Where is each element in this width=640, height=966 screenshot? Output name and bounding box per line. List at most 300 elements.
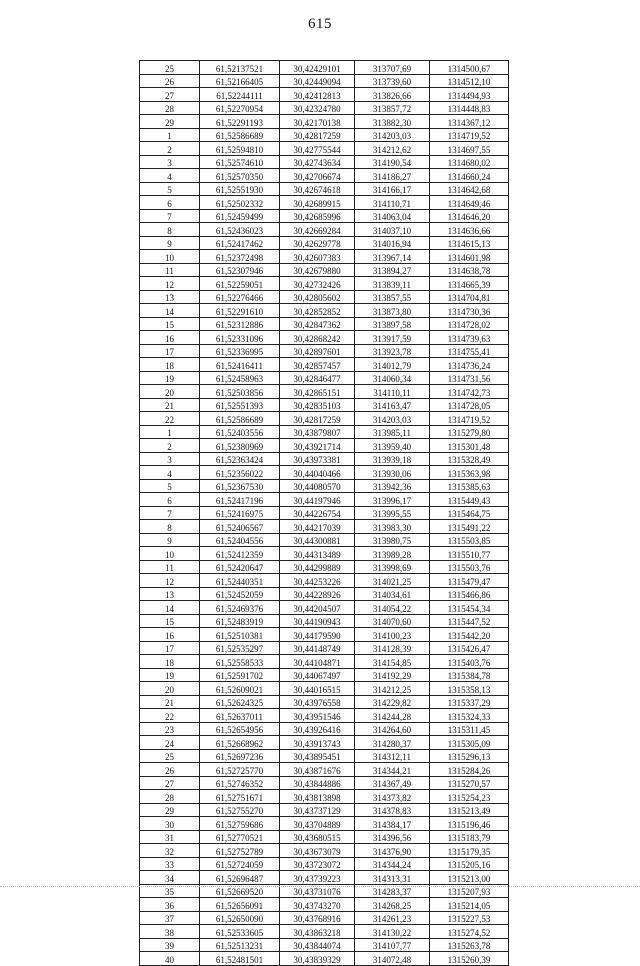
longitude-cell: 30,43813898 [280,790,355,804]
y-coordinate-cell: 1314739,63 [430,331,509,345]
y-coordinate-cell: 1315207,93 [430,884,509,898]
table-row [140,776,509,790]
x-coordinate-cell: 314190,54 [355,155,430,169]
longitude-cell: 30,42706674 [280,169,355,183]
table-row [140,128,509,142]
table-row [140,385,509,399]
point-number-cell: 23 [140,722,200,736]
x-coordinate-cell: 313826,66 [355,88,430,102]
x-coordinate-cell: 314070,60 [355,614,430,628]
latitude-cell: 61,52458963 [200,371,280,385]
longitude-cell: 30,44179590 [280,628,355,642]
y-coordinate-cell: 1314649,46 [430,196,509,210]
point-number-cell: 11 [140,263,200,277]
y-coordinate-cell: 1315260,39 [430,952,509,966]
longitude-cell: 30,43926416 [280,722,355,736]
table-row [140,857,509,871]
y-coordinate-cell: 1315214,05 [430,898,509,912]
point-number-cell: 34 [140,871,200,885]
point-number-cell: 7 [140,209,200,223]
y-coordinate-cell: 1315449,43 [430,493,509,507]
x-coordinate-cell: 314384,17 [355,817,430,831]
table-row [140,547,509,561]
longitude-cell: 30,42857457 [280,358,355,372]
longitude-cell: 30,43739223 [280,871,355,885]
x-coordinate-cell: 314163,47 [355,398,430,412]
point-number-cell: 13 [140,290,200,304]
y-coordinate-cell: 1314742,73 [430,385,509,399]
latitude-cell: 61,52166405 [200,74,280,88]
point-number-cell: 36 [140,898,200,912]
table-row [140,196,509,210]
y-coordinate-cell: 1315491,22 [430,520,509,534]
x-coordinate-cell: 314110,71 [355,196,430,210]
table-row [140,938,509,952]
table-row [140,655,509,669]
point-number-cell: 5 [140,479,200,493]
x-coordinate-cell: 314154,85 [355,655,430,669]
y-coordinate-cell: 1314638,78 [430,263,509,277]
y-coordinate-cell: 1314494,93 [430,88,509,102]
point-number-cell: 3 [140,155,200,169]
point-number-cell: 10 [140,250,200,264]
longitude-cell: 30,44148749 [280,641,355,655]
point-number-cell: 19 [140,668,200,682]
table-row [140,331,509,345]
table-row [140,601,509,615]
x-coordinate-cell: 313930,06 [355,466,430,480]
x-coordinate-cell: 313857,55 [355,290,430,304]
table-row [140,439,509,453]
latitude-cell: 61,52624325 [200,695,280,709]
y-coordinate-cell: 1315358,13 [430,682,509,696]
table-row [140,830,509,844]
longitude-cell: 30,44226754 [280,506,355,520]
x-coordinate-cell: 314012,79 [355,358,430,372]
point-number-cell: 28 [140,790,200,804]
y-coordinate-cell: 1315384,78 [430,668,509,682]
latitude-cell: 61,52637011 [200,709,280,723]
y-coordinate-cell: 1314680,02 [430,155,509,169]
point-number-cell: 1 [140,425,200,439]
table-row [140,142,509,156]
longitude-cell: 30,42817259 [280,412,355,426]
x-coordinate-cell: 313857,72 [355,101,430,115]
longitude-cell: 30,43743270 [280,898,355,912]
longitude-cell: 30,42674618 [280,182,355,196]
x-coordinate-cell: 313967,14 [355,250,430,264]
y-coordinate-cell: 1314601,98 [430,250,509,264]
table-row [140,952,509,966]
y-coordinate-cell: 1315479,47 [430,574,509,588]
latitude-cell: 61,52751671 [200,790,280,804]
x-coordinate-cell: 314312,11 [355,749,430,763]
y-coordinate-cell: 1315213,49 [430,803,509,817]
latitude-cell: 61,52336995 [200,344,280,358]
y-coordinate-cell: 1314755,41 [430,344,509,358]
longitude-cell: 30,42865151 [280,385,355,399]
latitude-cell: 61,52291610 [200,304,280,318]
point-number-cell: 27 [140,776,200,790]
point-number-cell: 29 [140,803,200,817]
longitude-cell: 30,44253226 [280,574,355,588]
latitude-cell: 61,52724059 [200,857,280,871]
latitude-cell: 61,52594810 [200,142,280,156]
y-coordinate-cell: 1315213,00 [430,871,509,885]
point-number-cell: 17 [140,641,200,655]
x-coordinate-cell: 314034,61 [355,587,430,601]
x-coordinate-cell: 314130,22 [355,925,430,939]
table-row [140,749,509,763]
y-coordinate-cell: 1314500,67 [430,61,509,75]
y-coordinate-cell: 1315179,35 [430,844,509,858]
table-row [140,101,509,115]
latitude-cell: 61,52469376 [200,601,280,615]
latitude-cell: 61,52696487 [200,871,280,885]
y-coordinate-cell: 1315301,48 [430,439,509,453]
table-row [140,587,509,601]
x-coordinate-cell: 314037,10 [355,223,430,237]
y-coordinate-cell: 1314636,66 [430,223,509,237]
table-row [140,169,509,183]
table-row [140,844,509,858]
point-number-cell: 2 [140,439,200,453]
x-coordinate-cell: 314261,23 [355,911,430,925]
y-coordinate-cell: 1314730,36 [430,304,509,318]
latitude-cell: 61,52270954 [200,101,280,115]
point-number-cell: 10 [140,547,200,561]
point-number-cell: 29 [140,115,200,129]
point-number-cell: 6 [140,196,200,210]
longitude-cell: 30,43731076 [280,884,355,898]
y-coordinate-cell: 1315328,49 [430,452,509,466]
latitude-cell: 61,52725770 [200,763,280,777]
table-row [140,614,509,628]
y-coordinate-cell: 1315363,98 [430,466,509,480]
point-number-cell: 15 [140,614,200,628]
point-number-cell: 24 [140,736,200,750]
longitude-cell: 30,42685996 [280,209,355,223]
longitude-cell: 30,44016515 [280,682,355,696]
table-row [140,722,509,736]
longitude-cell: 30,43680515 [280,830,355,844]
latitude-cell: 61,52654956 [200,722,280,736]
x-coordinate-cell: 314378,83 [355,803,430,817]
point-number-cell: 14 [140,304,200,318]
table-row [140,290,509,304]
point-number-cell: 20 [140,682,200,696]
table-row [140,317,509,331]
table-row [140,277,509,291]
longitude-cell: 30,43673079 [280,844,355,858]
x-coordinate-cell: 314268,25 [355,898,430,912]
longitude-cell: 30,42835103 [280,398,355,412]
longitude-cell: 30,43973381 [280,452,355,466]
latitude-cell: 61,52417196 [200,493,280,507]
x-coordinate-cell: 314186,27 [355,169,430,183]
longitude-cell: 30,43921714 [280,439,355,453]
latitude-cell: 61,52291193 [200,115,280,129]
latitude-cell: 61,52650090 [200,911,280,925]
y-coordinate-cell: 1314736,24 [430,358,509,372]
latitude-cell: 61,52307946 [200,263,280,277]
point-number-cell: 14 [140,601,200,615]
x-coordinate-cell: 314016,94 [355,236,430,250]
y-coordinate-cell: 1314719,52 [430,412,509,426]
table-row [140,493,509,507]
latitude-cell: 61,52551393 [200,398,280,412]
longitude-cell: 30,42324780 [280,101,355,115]
point-number-cell: 16 [140,331,200,345]
y-coordinate-cell: 1314719,52 [430,128,509,142]
point-number-cell: 12 [140,277,200,291]
latitude-cell: 61,52759686 [200,817,280,831]
y-coordinate-cell: 1315426,47 [430,641,509,655]
y-coordinate-cell: 1315205,16 [430,857,509,871]
x-coordinate-cell: 314021,25 [355,574,430,588]
x-coordinate-cell: 314192,29 [355,668,430,682]
latitude-cell: 61,52137521 [200,61,280,75]
latitude-cell: 61,52755270 [200,803,280,817]
point-number-cell: 3 [140,452,200,466]
x-coordinate-cell: 314072,48 [355,952,430,966]
x-coordinate-cell: 314203,03 [355,128,430,142]
table-row [140,236,509,250]
latitude-cell: 61,52574610 [200,155,280,169]
page-number: 615 [308,16,332,32]
x-coordinate-cell: 314344,21 [355,763,430,777]
point-number-cell: 26 [140,763,200,777]
point-number-cell: 5 [140,182,200,196]
x-coordinate-cell: 314063,04 [355,209,430,223]
table-row [140,88,509,102]
x-coordinate-cell: 313917,59 [355,331,430,345]
x-coordinate-cell: 314054,22 [355,601,430,615]
longitude-cell: 30,43976558 [280,695,355,709]
x-coordinate-cell: 314229,82 [355,695,430,709]
latitude-cell: 61,52586689 [200,128,280,142]
table-row [140,709,509,723]
longitude-cell: 30,42607383 [280,250,355,264]
point-number-cell: 21 [140,695,200,709]
table-row [140,250,509,264]
longitude-cell: 30,42852852 [280,304,355,318]
x-coordinate-cell: 314264,60 [355,722,430,736]
longitude-cell: 30,42847362 [280,317,355,331]
longitude-cell: 30,42817259 [280,128,355,142]
table-row [140,871,509,885]
table-row [140,898,509,912]
latitude-cell: 61,52416975 [200,506,280,520]
longitude-cell: 30,42805602 [280,290,355,304]
table-row [140,263,509,277]
table-row [140,668,509,682]
table-row [140,682,509,696]
y-coordinate-cell: 1314704,81 [430,290,509,304]
table-row [140,74,509,88]
y-coordinate-cell: 1315183,79 [430,830,509,844]
x-coordinate-cell: 313839,11 [355,277,430,291]
point-number-cell: 25 [140,61,200,75]
y-coordinate-cell: 1315296,13 [430,749,509,763]
x-coordinate-cell: 313873,80 [355,304,430,318]
y-coordinate-cell: 1315274,52 [430,925,509,939]
y-coordinate-cell: 1315284,26 [430,763,509,777]
latitude-cell: 61,52363424 [200,452,280,466]
latitude-cell: 61,52570350 [200,169,280,183]
y-coordinate-cell: 1314728,02 [430,317,509,331]
point-number-cell: 27 [140,88,200,102]
table-row [140,358,509,372]
y-coordinate-cell: 1315279,80 [430,425,509,439]
longitude-cell: 30,44080570 [280,479,355,493]
y-coordinate-cell: 1315196,46 [430,817,509,831]
point-number-cell: 18 [140,655,200,669]
y-coordinate-cell: 1315447,52 [430,614,509,628]
latitude-cell: 61,52276466 [200,290,280,304]
x-coordinate-cell: 314100,23 [355,628,430,642]
latitude-cell: 61,52459499 [200,209,280,223]
x-coordinate-cell: 314344,24 [355,857,430,871]
latitude-cell: 61,52535297 [200,641,280,655]
point-number-cell: 17 [140,344,200,358]
longitude-cell: 30,44197946 [280,493,355,507]
longitude-cell: 30,43895451 [280,749,355,763]
latitude-cell: 61,52412359 [200,547,280,561]
latitude-cell: 61,52483919 [200,614,280,628]
longitude-cell: 30,42170138 [280,115,355,129]
table-row [140,466,509,480]
latitude-cell: 61,52770521 [200,830,280,844]
latitude-cell: 61,52503856 [200,385,280,399]
latitude-cell: 61,52331096 [200,331,280,345]
latitude-cell: 61,52609021 [200,682,280,696]
y-coordinate-cell: 1314731,56 [430,371,509,385]
x-coordinate-cell: 314110,11 [355,385,430,399]
point-number-cell: 18 [140,358,200,372]
point-number-cell: 37 [140,911,200,925]
latitude-cell: 61,52416411 [200,358,280,372]
latitude-cell: 61,52244111 [200,88,280,102]
point-number-cell: 22 [140,412,200,426]
y-coordinate-cell: 1314615,13 [430,236,509,250]
longitude-cell: 30,42412813 [280,88,355,102]
latitude-cell: 61,52669520 [200,884,280,898]
table-row [140,425,509,439]
y-coordinate-cell: 1315324,33 [430,709,509,723]
longitude-cell: 30,42897601 [280,344,355,358]
longitude-cell: 30,42732426 [280,277,355,291]
y-coordinate-cell: 1315454,34 [430,601,509,615]
table-row [140,574,509,588]
point-number-cell: 31 [140,830,200,844]
table-row [140,803,509,817]
y-coordinate-cell: 1314660,24 [430,169,509,183]
longitude-cell: 30,43863218 [280,925,355,939]
latitude-cell: 61,52420647 [200,560,280,574]
table-row [140,304,509,318]
latitude-cell: 61,52312886 [200,317,280,331]
x-coordinate-cell: 314244,28 [355,709,430,723]
y-coordinate-cell: 1314367,12 [430,115,509,129]
point-number-cell: 19 [140,371,200,385]
y-coordinate-cell: 1315442,20 [430,628,509,642]
x-coordinate-cell: 314203,03 [355,412,430,426]
table-row [140,790,509,804]
longitude-cell: 30,42868242 [280,331,355,345]
coordinates-table-body [140,61,509,966]
y-coordinate-cell: 1315337,29 [430,695,509,709]
y-coordinate-cell: 1315305,09 [430,736,509,750]
x-coordinate-cell: 314212,25 [355,682,430,696]
longitude-cell: 30,43844886 [280,776,355,790]
longitude-cell: 30,43913743 [280,736,355,750]
page-bottom-divider [0,886,640,887]
x-coordinate-cell: 313989,28 [355,547,430,561]
longitude-cell: 30,44204507 [280,601,355,615]
latitude-cell: 61,52452059 [200,587,280,601]
coordinates-table [139,60,509,966]
y-coordinate-cell: 1315270,57 [430,776,509,790]
point-number-cell: 26 [140,74,200,88]
table-row [140,560,509,574]
longitude-cell: 30,44104871 [280,655,355,669]
y-coordinate-cell: 1315254,23 [430,790,509,804]
x-coordinate-cell: 313939,18 [355,452,430,466]
y-coordinate-cell: 1314665,39 [430,277,509,291]
y-coordinate-cell: 1315227,53 [430,911,509,925]
x-coordinate-cell: 314283,37 [355,884,430,898]
y-coordinate-cell: 1315510,77 [430,547,509,561]
latitude-cell: 61,52591702 [200,668,280,682]
x-coordinate-cell: 314060,34 [355,371,430,385]
table-row [140,344,509,358]
longitude-cell: 30,44067497 [280,668,355,682]
x-coordinate-cell: 313894,27 [355,263,430,277]
y-coordinate-cell: 1315311,45 [430,722,509,736]
longitude-cell: 30,44228926 [280,587,355,601]
table-row [140,398,509,412]
table-row [140,641,509,655]
point-number-cell: 15 [140,317,200,331]
y-coordinate-cell: 1315403,76 [430,655,509,669]
point-number-cell: 35 [140,884,200,898]
x-coordinate-cell: 314396,56 [355,830,430,844]
x-coordinate-cell: 314128,39 [355,641,430,655]
point-number-cell: 13 [140,587,200,601]
point-number-cell: 25 [140,749,200,763]
longitude-cell: 30,44313489 [280,547,355,561]
y-coordinate-cell: 1315466,86 [430,587,509,601]
latitude-cell: 61,52440351 [200,574,280,588]
table-row [140,115,509,129]
point-number-cell: 2 [140,142,200,156]
latitude-cell: 61,52558533 [200,655,280,669]
y-coordinate-cell: 1315464,75 [430,506,509,520]
latitude-cell: 61,52380969 [200,439,280,453]
table-row [140,209,509,223]
longitude-cell: 30,43844074 [280,938,355,952]
table-row [140,628,509,642]
x-coordinate-cell: 313995,55 [355,506,430,520]
longitude-cell: 30,42629778 [280,236,355,250]
y-coordinate-cell: 1314512,10 [430,74,509,88]
latitude-cell: 61,52502332 [200,196,280,210]
y-coordinate-cell: 1315503,76 [430,560,509,574]
latitude-cell: 61,52372498 [200,250,280,264]
point-number-cell: 30 [140,817,200,831]
y-coordinate-cell: 1315385,63 [430,479,509,493]
